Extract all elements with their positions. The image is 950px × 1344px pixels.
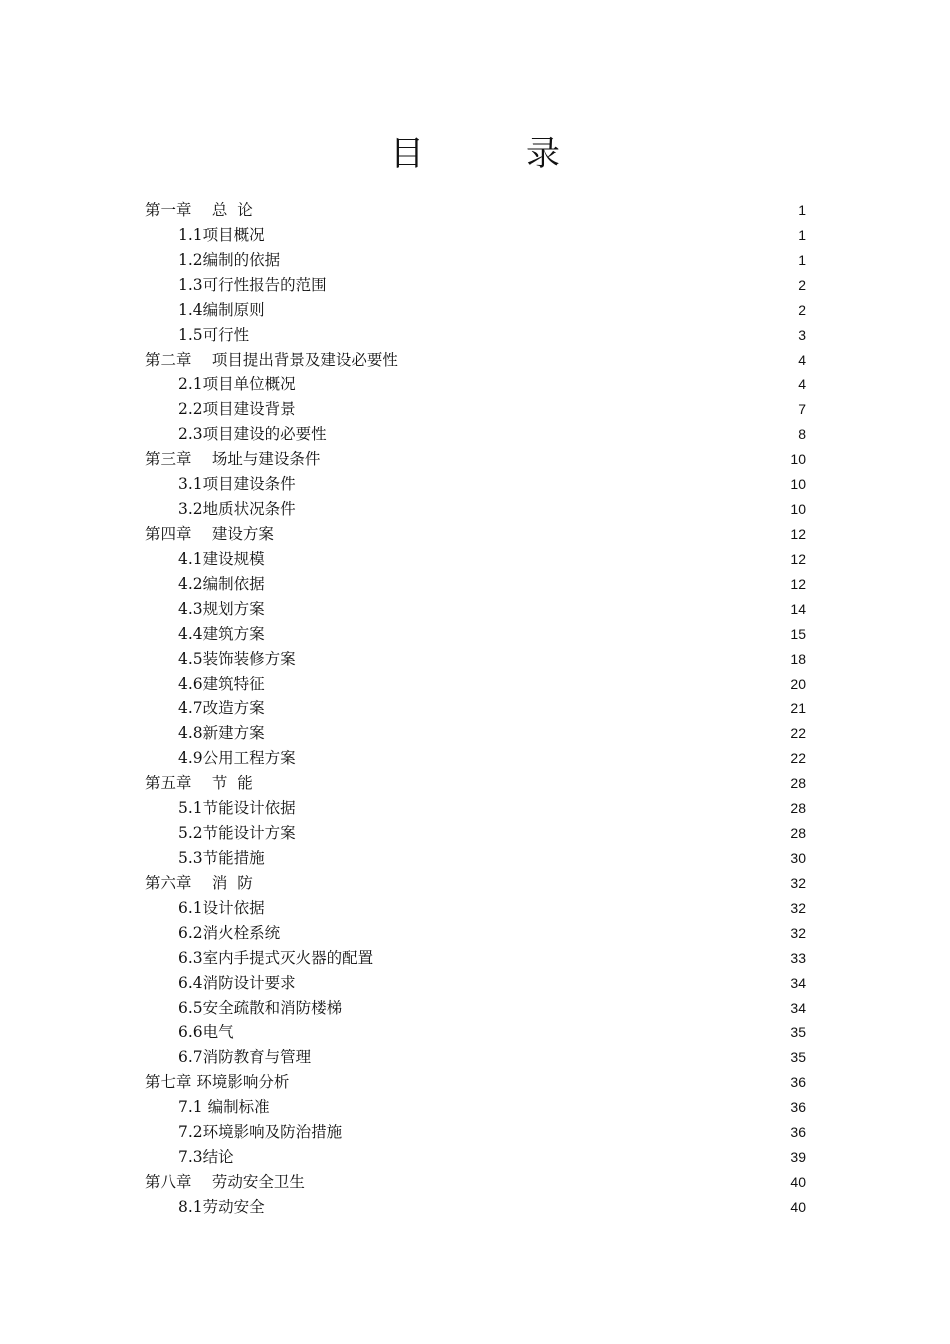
toc-section-entry[interactable] bbox=[145, 1195, 806, 1220]
toc-section-entry[interactable] bbox=[145, 971, 806, 996]
toc-entry-label: 6.6电气 bbox=[178, 1023, 234, 1042]
toc-entry-label: 4.7改造方案 bbox=[178, 699, 265, 718]
toc-section-entry[interactable] bbox=[145, 721, 806, 746]
toc-section-entry[interactable] bbox=[145, 1120, 806, 1145]
toc-section-entry[interactable] bbox=[145, 821, 806, 846]
toc-entry-page-number: 20 bbox=[790, 675, 806, 692]
toc-entry-label: 2.2项目建设背景 bbox=[178, 400, 296, 419]
toc-entry-label: 7.1 编制标准 bbox=[178, 1098, 270, 1117]
toc-section-entry[interactable] bbox=[145, 372, 806, 397]
toc-entry-page-number: 28 bbox=[790, 825, 806, 842]
toc-entry-label: 4.4建筑方案 bbox=[178, 624, 265, 643]
toc-section-entry[interactable] bbox=[145, 323, 806, 348]
toc-entry-page-number: 2 bbox=[798, 301, 806, 318]
toc-entry-page-number: 1 bbox=[798, 202, 806, 218]
toc-section-entry[interactable] bbox=[145, 996, 806, 1021]
toc-entry-label: 1.4编制原则 bbox=[178, 300, 265, 319]
toc-section-entry[interactable] bbox=[145, 696, 806, 721]
toc-entry-label: 6.4消防设计要求 bbox=[178, 973, 296, 992]
toc-entry-page-number: 4 bbox=[798, 376, 806, 393]
toc-chapter-entry[interactable] bbox=[145, 771, 806, 796]
toc-entry-page-number: 12 bbox=[790, 525, 806, 542]
toc-entry-page-number: 32 bbox=[790, 874, 806, 891]
toc-section-entry[interactable] bbox=[145, 647, 806, 672]
toc-chapter-entry[interactable] bbox=[145, 522, 806, 547]
toc-entry-page-number: 12 bbox=[790, 575, 806, 592]
toc-entry-page-number: 10 bbox=[790, 501, 806, 518]
toc-entry-label: 5.3节能措施 bbox=[178, 848, 265, 867]
toc-entry-label: 1.3可行性报告的范围 bbox=[178, 275, 327, 294]
toc-entry-label: 4.1建设规模 bbox=[178, 549, 265, 568]
toc-entry-label: 8.1劳动安全 bbox=[178, 1197, 265, 1216]
toc-section-entry[interactable] bbox=[145, 846, 806, 871]
toc-entry-label: 6.1设计依据 bbox=[178, 898, 265, 917]
toc-entry-label: 第五章 节 能 bbox=[145, 774, 253, 793]
toc-section-entry[interactable] bbox=[145, 1095, 806, 1120]
toc-entry-label: 第四章 建设方案 bbox=[145, 524, 274, 543]
toc-entry-label: 第二章 项目提出背景及建设必要性 bbox=[145, 350, 398, 369]
toc-entry-label: 5.1节能设计依据 bbox=[178, 799, 296, 818]
toc-entry-label: 4.3规划方案 bbox=[178, 599, 265, 618]
toc-entry-page-number: 15 bbox=[790, 625, 806, 642]
toc-section-entry[interactable] bbox=[145, 472, 806, 497]
toc-entry-label: 第八章 劳动安全卫生 bbox=[145, 1172, 305, 1191]
toc-section-entry[interactable] bbox=[145, 1020, 806, 1045]
toc-section-entry[interactable] bbox=[145, 946, 806, 971]
toc-entry-page-number: 28 bbox=[790, 800, 806, 817]
toc-section-entry[interactable] bbox=[145, 397, 806, 422]
toc-entry-label: 6.2消火栓系统 bbox=[178, 923, 281, 942]
toc-chapter-entry[interactable] bbox=[145, 198, 806, 223]
toc-entry-page-number: 22 bbox=[790, 750, 806, 767]
toc-entry-page-number: 35 bbox=[790, 1049, 806, 1066]
toc-entry-label: 4.5装饰装修方案 bbox=[178, 649, 296, 668]
toc-entry-page-number: 34 bbox=[790, 999, 806, 1016]
toc-entry-label: 6.7消防教育与管理 bbox=[178, 1048, 312, 1067]
toc-chapter-entry[interactable] bbox=[145, 1070, 806, 1095]
toc-chapter-entry[interactable] bbox=[145, 871, 806, 896]
toc-entry-label: 4.6建筑特征 bbox=[178, 674, 265, 693]
toc-entry-label: 5.2节能设计方案 bbox=[178, 824, 296, 843]
toc-entry-page-number: 1 bbox=[798, 251, 806, 268]
toc-entry-page-number: 12 bbox=[790, 550, 806, 567]
toc-entry-label: 1.1项目概况 bbox=[178, 225, 265, 244]
toc-entry-label: 2.3项目建设的必要性 bbox=[178, 425, 327, 444]
toc-section-entry[interactable] bbox=[145, 746, 806, 771]
toc-entry-page-number: 22 bbox=[790, 725, 806, 742]
toc-entry-page-number: 32 bbox=[790, 899, 806, 916]
toc-section-entry[interactable] bbox=[145, 547, 806, 572]
toc-entry-label: 2.1项目单位概况 bbox=[178, 375, 296, 394]
toc-entry-page-number: 28 bbox=[790, 775, 806, 792]
toc-chapter-entry[interactable] bbox=[145, 348, 806, 373]
toc-section-entry[interactable] bbox=[145, 572, 806, 597]
toc-entry-label: 7.2环境影响及防治措施 bbox=[178, 1123, 343, 1142]
toc-entry-page-number: 30 bbox=[790, 849, 806, 866]
toc-entry-label: 第三章 场址与建设条件 bbox=[145, 450, 321, 469]
toc-entry-page-number: 14 bbox=[790, 600, 806, 617]
toc-entry-page-number: 10 bbox=[790, 451, 806, 468]
toc-entry-page-number: 7 bbox=[798, 401, 806, 418]
toc-entry-label: 6.3室内手提式灭火器的配置 bbox=[178, 948, 374, 967]
toc-entry-label: 4.9公用工程方案 bbox=[178, 749, 296, 768]
toc-entry-page-number: 10 bbox=[790, 476, 806, 493]
toc-entry-page-number: 36 bbox=[790, 1074, 806, 1091]
toc-entry-label: 4.8新建方案 bbox=[178, 724, 265, 743]
toc-entry-label: 第六章 消 防 bbox=[145, 873, 253, 892]
toc-section-entry[interactable] bbox=[145, 248, 806, 273]
toc-entry-label: 3.1项目建设条件 bbox=[178, 475, 296, 494]
toc-section-entry[interactable] bbox=[145, 796, 806, 821]
toc-entry-page-number: 2 bbox=[798, 276, 806, 293]
toc-entry-page-number: 3 bbox=[798, 326, 806, 343]
toc-entry-page-number: 4 bbox=[798, 351, 806, 368]
toc-entry-label: 第七章 环境影响分析 bbox=[145, 1073, 290, 1092]
toc-section-entry[interactable] bbox=[145, 1145, 806, 1170]
toc-entry-label: 1.5可行性 bbox=[178, 325, 250, 344]
toc-entry-label: 6.5安全疏散和消防楼梯 bbox=[178, 998, 343, 1017]
toc-chapter-entry[interactable] bbox=[145, 1170, 806, 1195]
toc-entry-label: 7.3结论 bbox=[178, 1148, 234, 1167]
toc-entry-page-number: 8 bbox=[798, 426, 806, 443]
toc-chapter-entry[interactable] bbox=[145, 447, 806, 472]
toc-entry-label: 第一章 总 论 bbox=[145, 201, 253, 219]
toc-entry-page-number: 1 bbox=[798, 226, 806, 243]
toc-entry-page-number: 40 bbox=[790, 1198, 806, 1215]
toc-entry-page-number: 33 bbox=[790, 949, 806, 966]
toc-entry-page-number: 32 bbox=[790, 924, 806, 941]
toc-section-entry[interactable] bbox=[145, 622, 806, 647]
toc-entry-page-number: 34 bbox=[790, 974, 806, 991]
toc-entry-label: 4.2编制依据 bbox=[178, 574, 265, 593]
toc-section-entry[interactable] bbox=[145, 921, 806, 946]
toc-entry-page-number: 36 bbox=[790, 1099, 806, 1116]
page-title: 目 录 bbox=[390, 134, 594, 174]
toc-section-entry[interactable] bbox=[145, 1045, 806, 1070]
table-of-contents bbox=[145, 198, 806, 1220]
toc-entry-page-number: 35 bbox=[790, 1024, 806, 1041]
toc-entry-page-number: 36 bbox=[790, 1124, 806, 1141]
toc-section-entry[interactable] bbox=[145, 223, 806, 248]
toc-entry-label: 1.2编制的依据 bbox=[178, 250, 281, 269]
toc-section-entry[interactable] bbox=[145, 896, 806, 921]
toc-section-entry[interactable] bbox=[145, 672, 806, 697]
toc-section-entry[interactable] bbox=[145, 497, 806, 522]
toc-section-entry[interactable] bbox=[145, 597, 806, 622]
toc-entry-page-number: 39 bbox=[790, 1149, 806, 1166]
toc-entry-page-number: 40 bbox=[790, 1173, 806, 1190]
toc-section-entry[interactable] bbox=[145, 422, 806, 447]
toc-section-entry[interactable] bbox=[145, 298, 806, 323]
toc-entry-label: 3.2地质状况条件 bbox=[178, 500, 296, 519]
toc-section-entry[interactable] bbox=[145, 273, 806, 298]
toc-entry-page-number: 18 bbox=[790, 650, 806, 667]
toc-entry-page-number: 21 bbox=[790, 700, 806, 717]
